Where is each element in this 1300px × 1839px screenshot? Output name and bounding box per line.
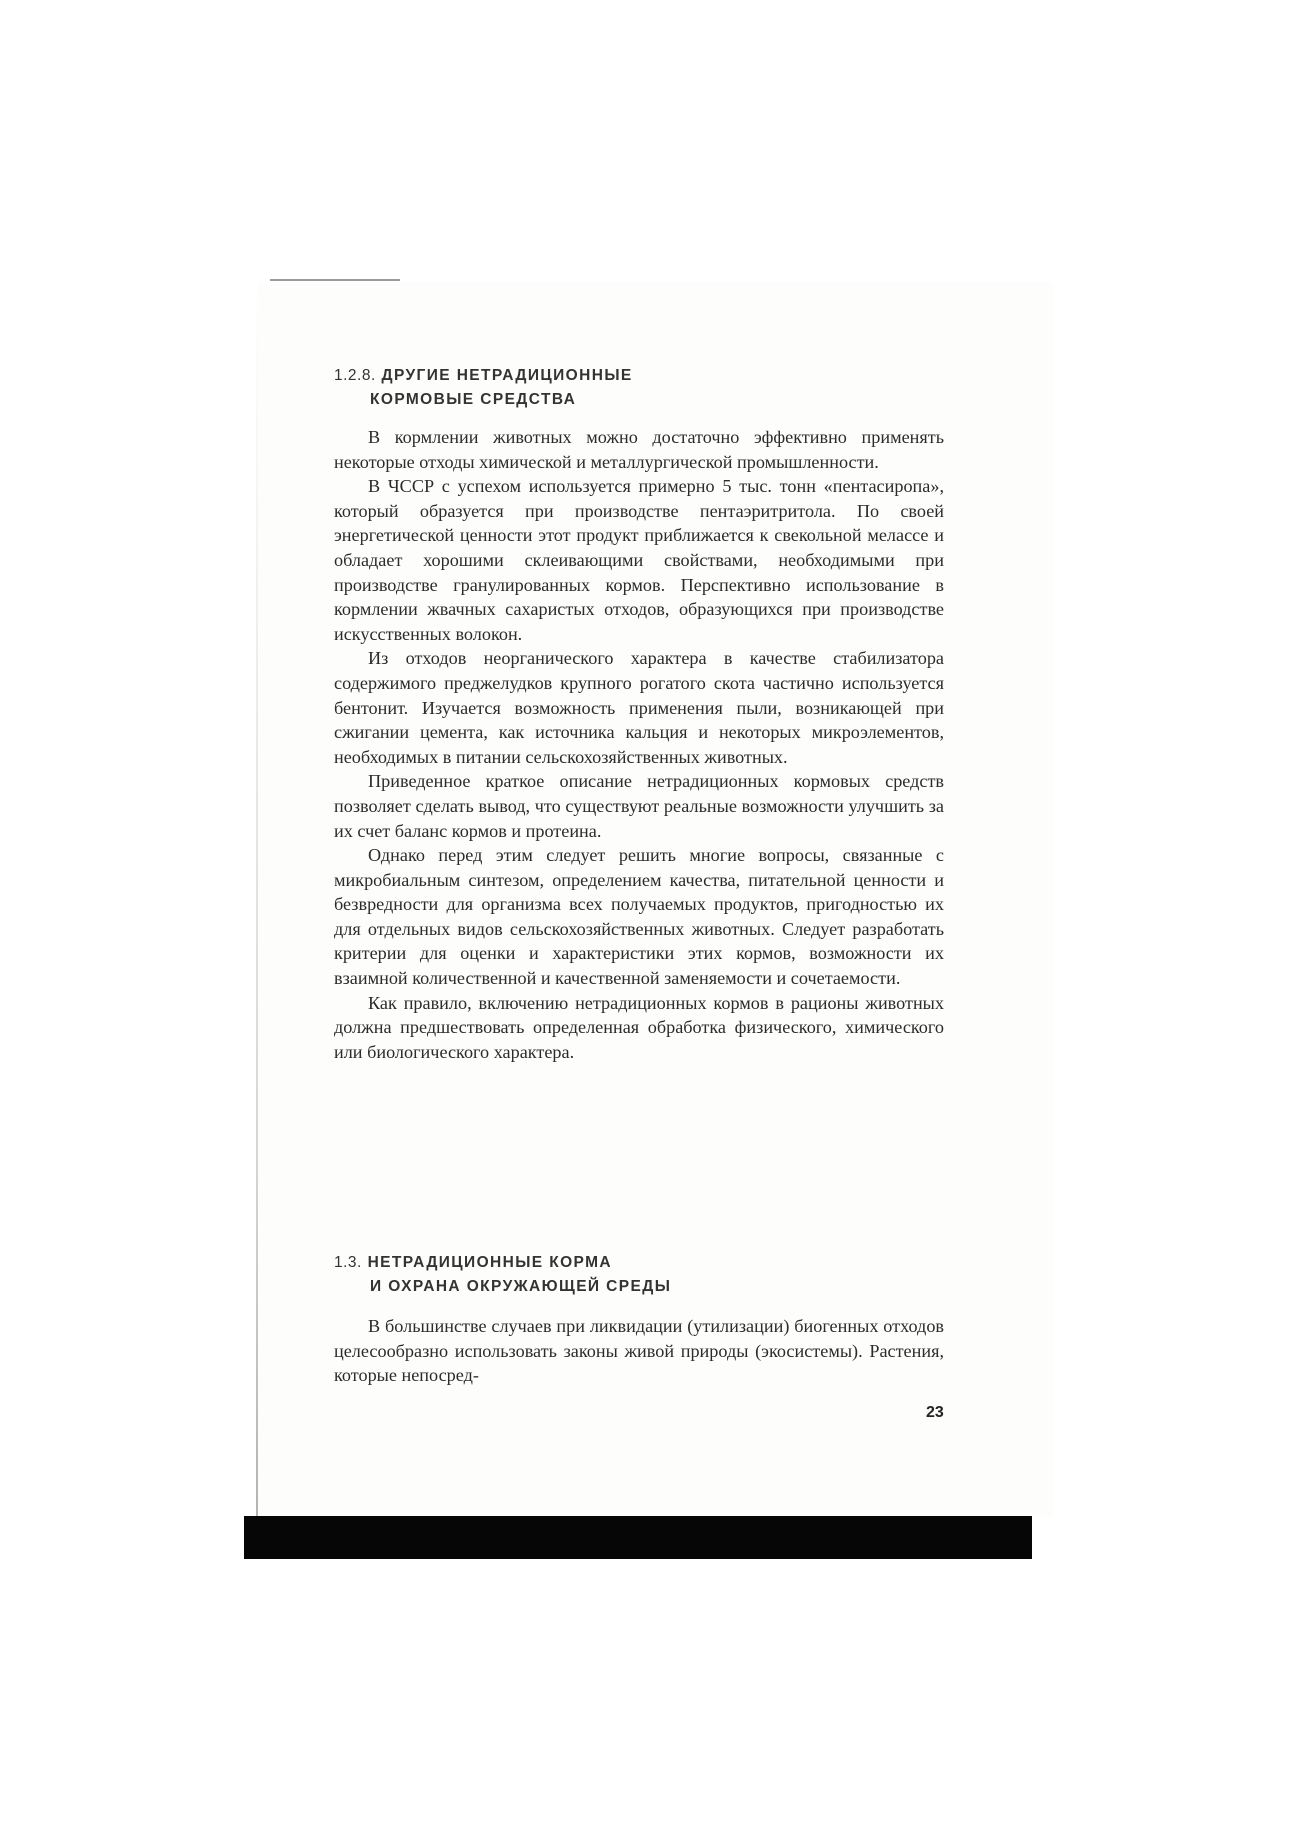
paragraph: Из отходов неорганического характера в качестве стабилизатора содержимого преджелудков крупного рогатого скота частично используется бентонит. Изучается возможность применения пыли, возникающей при сжигании цемента, как источника кальция и некоторых микроэлементов, необходимых в питании сельскохозяйственных животных. <box>334 648 944 767</box>
section-title-line-1: НЕТРАДИЦИОННЫЕ КОРМА <box>367 1254 612 1271</box>
section-number: 1.3. <box>334 1254 362 1271</box>
paragraph: В кормлении животных можно достаточно эффективно применять некоторые отходы химической и металлургической промышленности. <box>334 427 944 472</box>
section-number: 1.2.8. <box>334 367 376 384</box>
section-title-line-2: КОРМОВЫЕ СРЕДСТВА <box>370 391 577 408</box>
scan-artifact-line <box>270 279 400 281</box>
paragraph: Приведенное краткое описание нетрадиционных кормовых средств позволяет сделать вывод, что существуют реальные возможности улучшить за их счет баланс кормов и протеина. <box>334 771 944 841</box>
paragraph: В ЧССР с успехом используется примерно 5 тыс. тонн «пентасиропа», который образуется при производстве пентаэритритола. По своей энергетической ценности этот продукт приближается к свекольной мелассе и обладает хорошими склеивающими свойствами, необходимыми при производстве гранулированных кормов. Перспективно использование в кормлении жвачных сахаристых отходов, образующихся при производстве искусственных волокон. <box>334 476 944 644</box>
section-body-1-3 <box>334 1314 944 1388</box>
paragraph: В большинстве случаев при ликвидации (утилизации) биогенных отходов целесообразно использовать законы живой природы (экосистемы). Растения, которые непосред- <box>334 1316 944 1386</box>
page-number: 23 <box>926 1404 944 1421</box>
section-title-line-1: ДРУГИЕ НЕТРАДИЦИОННЫЕ <box>381 367 633 384</box>
section-heading-1-3 <box>334 1251 671 1299</box>
scan-black-bar <box>244 1516 1032 1559</box>
section-body-1-2-8 <box>334 425 944 1064</box>
section-title-line-2: И ОХРАНА ОКРУЖАЮЩЕЙ СРЕДЫ <box>370 1278 672 1295</box>
paragraph: Однако перед этим следует решить многие вопросы, связанные с микробиальным синтезом, определением качества, питательной ценности и безвредности для организма всех получаемых продуктов, пригодностью их для отдельных видов сельскохозяйственных животных. Следует разработать критерии для оценки и характеристики этих кормов, возможности их взаимной количественной и качественной заменяемости и сочетаемости. <box>334 845 944 989</box>
paragraph: Как правило, включению нетрадиционных кормов в рационы животных должна предшествовать определенная обработка физического, химического или биологического характера. <box>334 992 944 1062</box>
section-heading-1-2-8 <box>334 364 633 412</box>
